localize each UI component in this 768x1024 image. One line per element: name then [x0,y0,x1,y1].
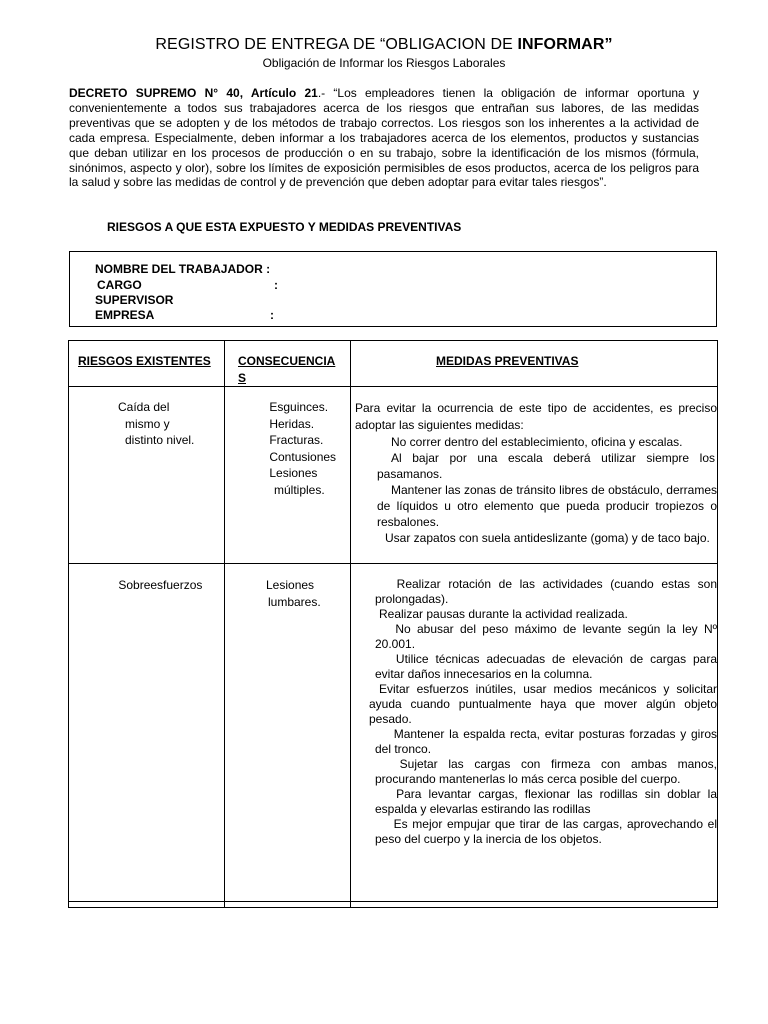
decree-paragraph [69,86,699,190]
header-consecuencias [238,353,335,387]
row2-consecuencia-item: Lesiones [266,578,315,592]
row2-medida-text: Sujetar las cargas con firmeza con ambas manos, procurando mantenerlas lo más cerca posible del cuerpo. [375,757,717,786]
column-divider [224,341,225,907]
header-riesgos: RIESGOS EXISTENTES [78,354,211,368]
row1-riesgo-line3: distinto nivel. [125,433,195,447]
row1-consecuencia-item: Fracturas. [269,433,324,447]
worker-empresa-colon: : [270,308,274,322]
row2-medida-text: Mantener la espalda recta, evitar posturas forzadas y giros del tronco. [375,727,717,756]
row1-medidas-intro: Para evitar la ocurrencia de este tipo de accidentes, es preciso adoptar las siguientes medidas: [355,401,717,432]
worker-name-label: NOMBRE DEL TRABAJADOR : [95,262,271,276]
row1-medida-item [355,434,717,450]
row2-medidas [369,577,718,847]
worker-supervisor-label: SUPERVISOR [95,293,174,307]
row2-medida-item [369,607,717,622]
row2-medida-text: Realizar pausas durante la actividad realizada. [379,607,628,621]
worker-cargo-colon: : [274,278,278,292]
row1-medidas [355,400,717,562]
row2-medida-item [369,682,717,727]
row2-consecuencia-cont: lumbares. [268,594,321,609]
row2-medida-item [375,622,717,652]
risk-table [68,340,718,908]
row1-medida-item [355,482,717,530]
row2-medida-text: Evitar esfuerzos inútiles, usar medios mecánicos y solicitar ayuda cuando puntualmente haya que mover algún objeto pesado. [369,682,717,726]
header-consecuencias-part1: CONSECUENCIA [238,354,336,368]
document-title [0,36,768,54]
row2-medida-text: Utilice técnicas adecuadas de elevación de cargas para evitar daños innecesarios en la columna. [375,652,717,681]
row1-riesgo-line1: Caída del [118,400,170,414]
worker-empresa-label: EMPRESA [95,308,155,322]
row1-medida-item [355,530,717,546]
row2-medida-item [375,817,717,847]
header-consecuencias-part2: S [238,371,247,385]
row1-consecuencias [252,399,336,498]
row1-consecuencia-item: Contusiones [269,449,337,464]
document-subtitle: Obligación de Informar los Riesgos Laborales [262,56,506,70]
row1-medida-text: Mantener las zonas de tránsito libres de obstáculo, derrames de líquidos u otro elemento que pueda producir tropiezos o resbalones. [377,483,717,529]
title-text: REGISTRO DE ENTREGA DE “OBLIGACION DE [155,36,518,53]
header-medidas: MEDIDAS PREVENTIVAS [436,354,579,368]
row-divider [69,563,717,564]
worker-cargo-label: CARGO [97,278,142,292]
decree-lead: DECRETO SUPREMO N° 40, Artículo 21 [69,86,318,100]
row2-medida-text: No abusar del peso máximo de levante según la ley Nº 20.001. [375,622,717,651]
row2-medida-text: Es mejor empujar que tirar de las cargas, aprovechando el peso del cuerpo y la inercia de los objetos. [375,817,717,846]
row1-consecuencia-item: Esguinces. [269,400,329,414]
row2-medida-text: Realizar rotación de las actividades (cuando estas son prolongadas). [375,577,717,606]
row1-medida-text: No correr dentro del establecimiento, oficina y escalas. [391,435,683,449]
row1-consecuencia-item: Heridas. [269,416,315,431]
row2-medida-item [375,757,717,787]
column-divider [350,341,351,907]
row1-medida-text: Al bajar por una escala deberá utilizar siempre los pasamanos. [377,451,715,481]
row2-medida-item [375,577,717,607]
row1-medida-text: Usar zapatos con suela antideslizante (goma) y de taco bajo. [385,531,710,545]
row1-medida-item [355,450,717,482]
section-heading: RIESGOS A QUE ESTA EXPUESTO Y MEDIDAS PREVENTIVAS [107,220,462,234]
row2-consecuencias [252,577,321,610]
row1-riesgo-line2: mismo y [125,416,170,431]
decree-text: .- “Los empleadores tienen la obligación de informar oportuna y convenientemente a todos sus trabajadores acerca de los riesgos que entrañan sus labores, de las medidas preventivas que se adopten y de los métodos de trabajo correctos. Los riesgos son los inherentes a la actividad de cada empresa. Especialmente, deben informar a los trabajadores acerca de los elementos, productos y sustancias que deban utilizar en los procesos de producción o en su trabajo, sobre la identificación de los mismos (fórmula, sinónimos, aspecto y olor), sobre los límites de exposición permisibles de esos productos, acerca de los peligros para la salud y sobre las medidas de control y de prevención que deben adoptar para evitar tales riesgos”. [69,86,699,190]
title-bold-text: INFORMAR” [517,36,613,53]
row2-riesgo-text: Sobreesfuerzos [118,578,203,592]
row2-medida-item [375,787,717,817]
header-divider [69,386,717,387]
row1-riesgo [101,399,194,449]
row2-medida-item [375,652,717,682]
row1-consecuencia-item: Lesiones [269,466,318,480]
worker-info-box [69,251,717,327]
row1-consecuencia-cont: múltiples. [274,482,325,497]
row2-medida-item [375,727,717,757]
row-divider [69,901,717,902]
row2-medida-text: Para levantar cargas, flexionar las rodillas sin doblar la espalda y elevarlas estirando las rodillas [375,787,718,816]
row2-riesgo [101,577,202,594]
